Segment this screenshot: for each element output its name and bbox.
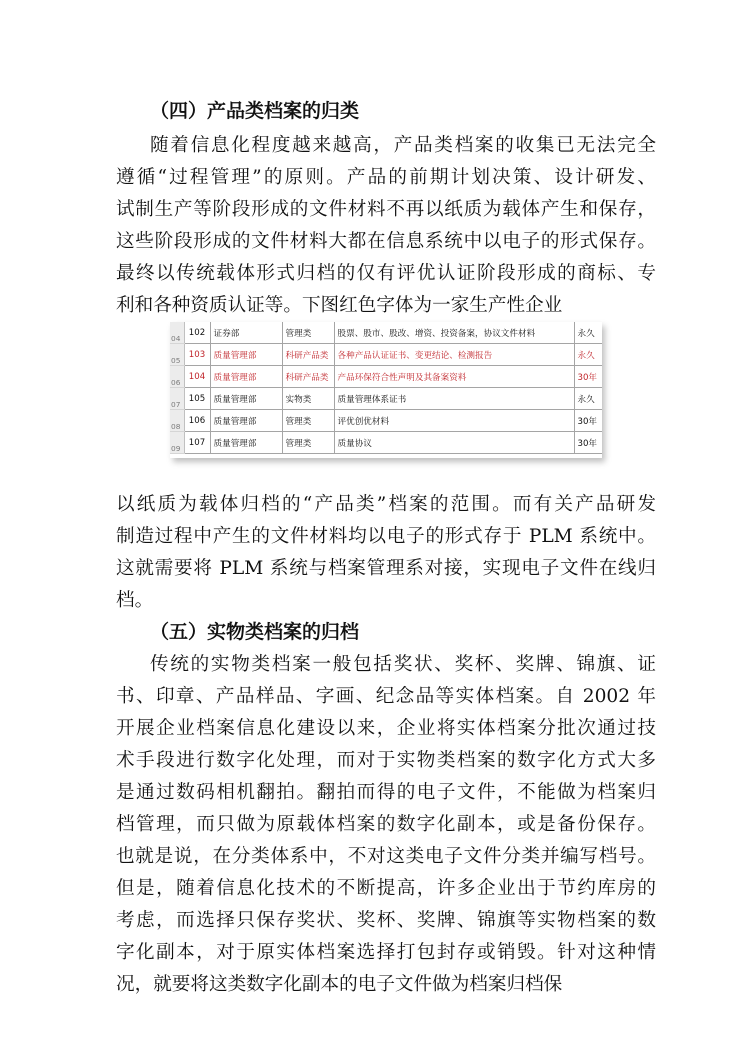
paragraph-line: 况，就要将这类数字化副本的电子文件做为档案归档保 — [116, 974, 563, 995]
cell-number: 105 — [184, 388, 210, 410]
paragraph-line: 遵循“过程管理”的原则。产品的前期计划决策、设计研发、 — [116, 167, 656, 188]
row-number: 04 — [170, 322, 184, 344]
row-number: 06 — [170, 366, 184, 388]
cell-retention-term: 永久 — [574, 322, 602, 344]
paragraph-line: 利和各种资质认证等。下图红色字体为一家生产性企业 — [116, 295, 563, 316]
section-5-heading: （五）实物类档案的归档 — [150, 621, 360, 643]
paragraph-line: 术手段进行数字化处理，而对于实物类档案的数字化方式大多 — [116, 750, 656, 771]
cell-department: 质量管理部 — [210, 410, 282, 432]
paragraph-line: 随着信息化程度越来越高，产品类档案的收集已无法完全 — [150, 135, 656, 156]
paragraph-line: 书、印章、产品样品、字画、纪念品等实体档案。自 2002 年 — [116, 686, 656, 707]
row-number: 08 — [170, 410, 184, 432]
table-row — [170, 322, 602, 344]
cell-category: 科研产品类 — [282, 344, 334, 366]
paragraph-line: 传统的实物类档案一般包括奖状、奖杯、奖牌、锦旗、证 — [150, 654, 656, 675]
row-number: 09 — [170, 432, 184, 454]
paragraph-line: 考虑，而选择只保存奖状、奖杯、奖牌、锦旗等实物档案的数 — [116, 910, 656, 931]
cell-category: 管理类 — [282, 322, 334, 344]
row-number: 05 — [170, 344, 184, 366]
cell-number: 107 — [184, 432, 210, 454]
paragraph-line: 字化副本，对于原实体档案选择打包封存或销毁。针对这种情 — [116, 942, 656, 963]
table-row — [170, 410, 602, 432]
section-4-heading: （四）产品类档案的归类 — [150, 100, 360, 122]
paragraph-line: 档管理，而只做为原载体档案的数字化副本，或是备份保存。 — [116, 814, 656, 835]
cell-content: 质量协议 — [334, 432, 574, 454]
cell-content: 股票、股市、股改、增资、投资备案，协议文件材料 — [334, 322, 574, 344]
cell-department: 质量管理部 — [210, 432, 282, 454]
cell-number: 106 — [184, 410, 210, 432]
cell-number: 102 — [184, 322, 210, 344]
cell-content: 评优创优材料 — [334, 410, 574, 432]
cell-category: 管理类 — [282, 410, 334, 432]
paragraph-line: 这些阶段形成的文件材料大都在信息系统中以电子的形式保存。 — [116, 231, 656, 252]
cell-number: 104 — [184, 366, 210, 388]
cell-content: 各种产品认证证书、变更结论、检测报告 — [334, 344, 574, 366]
archive-table — [170, 322, 602, 454]
paragraph-line: 制造过程中产生的文件材料均以电子的形式存于 PLM 系统中。 — [116, 526, 656, 547]
paragraph-line: 是通过数码相机翻拍。翻拍而得的电子文件，不能做为档案归 — [116, 782, 656, 803]
paragraph-line: 最终以传统载体形式归档的仅有评优认证阶段形成的商标、专 — [116, 263, 656, 284]
cell-category: 实物类 — [282, 388, 334, 410]
cell-number: 103 — [184, 344, 210, 366]
paragraph-line: 档。 — [116, 590, 154, 611]
cell-retention-term: 30年 — [574, 366, 602, 388]
table-row — [170, 344, 602, 366]
cell-department: 证券部 — [210, 322, 282, 344]
archive-table-screenshot — [170, 322, 602, 458]
cell-department: 质量管理部 — [210, 344, 282, 366]
paragraph-line: 但是，随着信息化技术的不断提高，许多企业出于节约库房的 — [116, 878, 656, 899]
cell-category: 科研产品类 — [282, 366, 334, 388]
cell-department: 质量管理部 — [210, 388, 282, 410]
cell-retention-term: 永久 — [574, 344, 602, 366]
cell-content: 产品环保符合性声明及其备案资料 — [334, 366, 574, 388]
paragraph-line: 试制生产等阶段形成的文件材料不再以纸质为载体产生和保存， — [116, 199, 656, 220]
paragraph-line: 开展企业档案信息化建设以来，企业将实体档案分批次通过技 — [116, 718, 656, 739]
paragraph-line: 这就需要将 PLM 系统与档案管理系对接，实现电子文件在线归 — [116, 558, 656, 579]
paragraph-line: 以纸质为载体归档的“产品类”档案的范围。而有关产品研发 — [116, 494, 656, 515]
cell-content: 质量管理体系证书 — [334, 388, 574, 410]
cell-category: 管理类 — [282, 432, 334, 454]
cell-retention-term: 30年 — [574, 410, 602, 432]
cell-department: 质量管理部 — [210, 366, 282, 388]
table-row — [170, 388, 602, 410]
row-number: 07 — [170, 388, 184, 410]
table-row — [170, 366, 602, 388]
cell-retention-term: 30年 — [574, 432, 602, 454]
cell-retention-term: 永久 — [574, 388, 602, 410]
paragraph-line: 也就是说，在分类体系中，不对这类电子文件分类并编写档号。 — [116, 846, 656, 867]
table-row — [170, 432, 602, 454]
